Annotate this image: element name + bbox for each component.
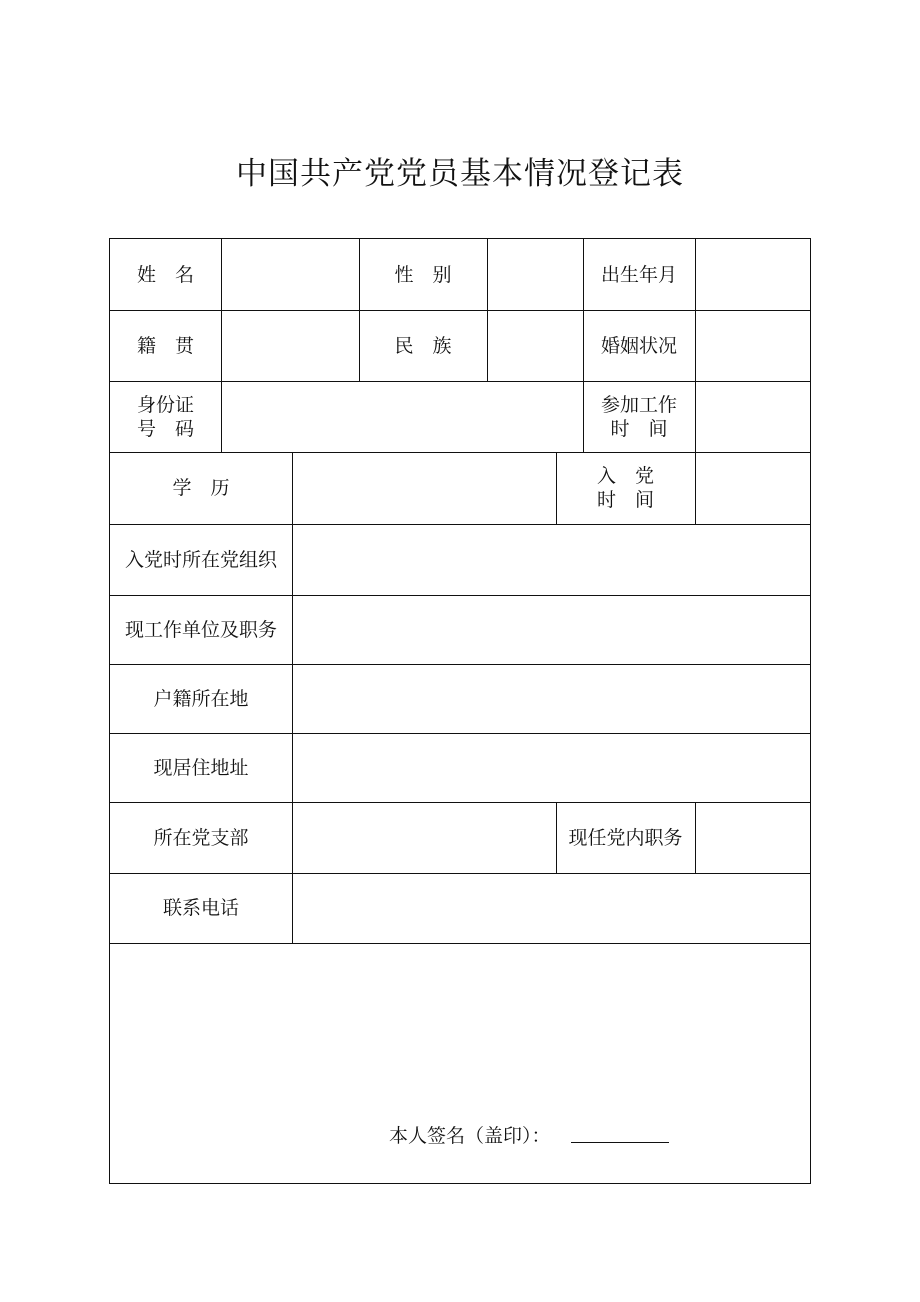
- birth-field[interactable]: [696, 239, 810, 310]
- address-field[interactable]: [293, 733, 810, 802]
- workplace-field[interactable]: [293, 595, 810, 664]
- page-title: 中国共产党党员基本情况登记表: [236, 156, 684, 192]
- registration-form: [109, 238, 811, 1184]
- work-start-field[interactable]: [696, 381, 810, 452]
- signature-label: 本人签名（盖印）：: [389, 1125, 551, 1147]
- label-join-line1: 入 党: [596, 465, 654, 487]
- label-name: 姓 名: [136, 263, 194, 286]
- ethnic-field[interactable]: [488, 310, 583, 381]
- label-join-date: [556, 452, 695, 524]
- label-gender: 性 别: [394, 263, 452, 286]
- label-ethnic: 民 族: [394, 334, 452, 357]
- native-field[interactable]: [222, 310, 359, 381]
- label-id-line2: 号 码: [136, 417, 194, 440]
- label-marital: 婚姻状况: [600, 334, 677, 357]
- label-work-line1: 参加工作: [600, 393, 677, 416]
- label-hukou: 户籍所在地: [153, 687, 249, 710]
- id-number-field[interactable]: [222, 381, 583, 452]
- label-phone: 联系电话: [162, 897, 239, 919]
- label-address: 现居住地址: [153, 756, 249, 779]
- branch-field[interactable]: [293, 802, 556, 873]
- label-join-org: 入党时所在党组织: [124, 548, 277, 571]
- label-id-number: [110, 381, 221, 452]
- join-date-field[interactable]: [696, 452, 810, 524]
- party-post-field[interactable]: [696, 802, 810, 873]
- join-org-field[interactable]: [293, 524, 810, 595]
- label-work-line2: 时 间: [610, 417, 668, 440]
- label-id-line1: 身份证: [136, 393, 194, 416]
- phone-field[interactable]: [293, 873, 810, 943]
- education-field[interactable]: [293, 452, 556, 524]
- hukou-field[interactable]: [293, 664, 810, 733]
- label-workplace: 现工作单位及职务: [124, 618, 277, 641]
- label-native: 籍 贯: [136, 334, 194, 357]
- label-join-line2: 时 间: [596, 489, 654, 511]
- label-branch: 所在党支部: [153, 826, 249, 849]
- label-education: 学 历: [172, 477, 230, 499]
- label-party-post: 现任党内职务: [568, 826, 683, 849]
- marital-field[interactable]: [696, 310, 810, 381]
- signature-line[interactable]: [571, 1142, 669, 1143]
- gender-field[interactable]: [488, 239, 583, 310]
- label-birth: 出生年月: [600, 263, 677, 286]
- label-work-start: [583, 381, 695, 452]
- name-field[interactable]: [222, 239, 359, 310]
